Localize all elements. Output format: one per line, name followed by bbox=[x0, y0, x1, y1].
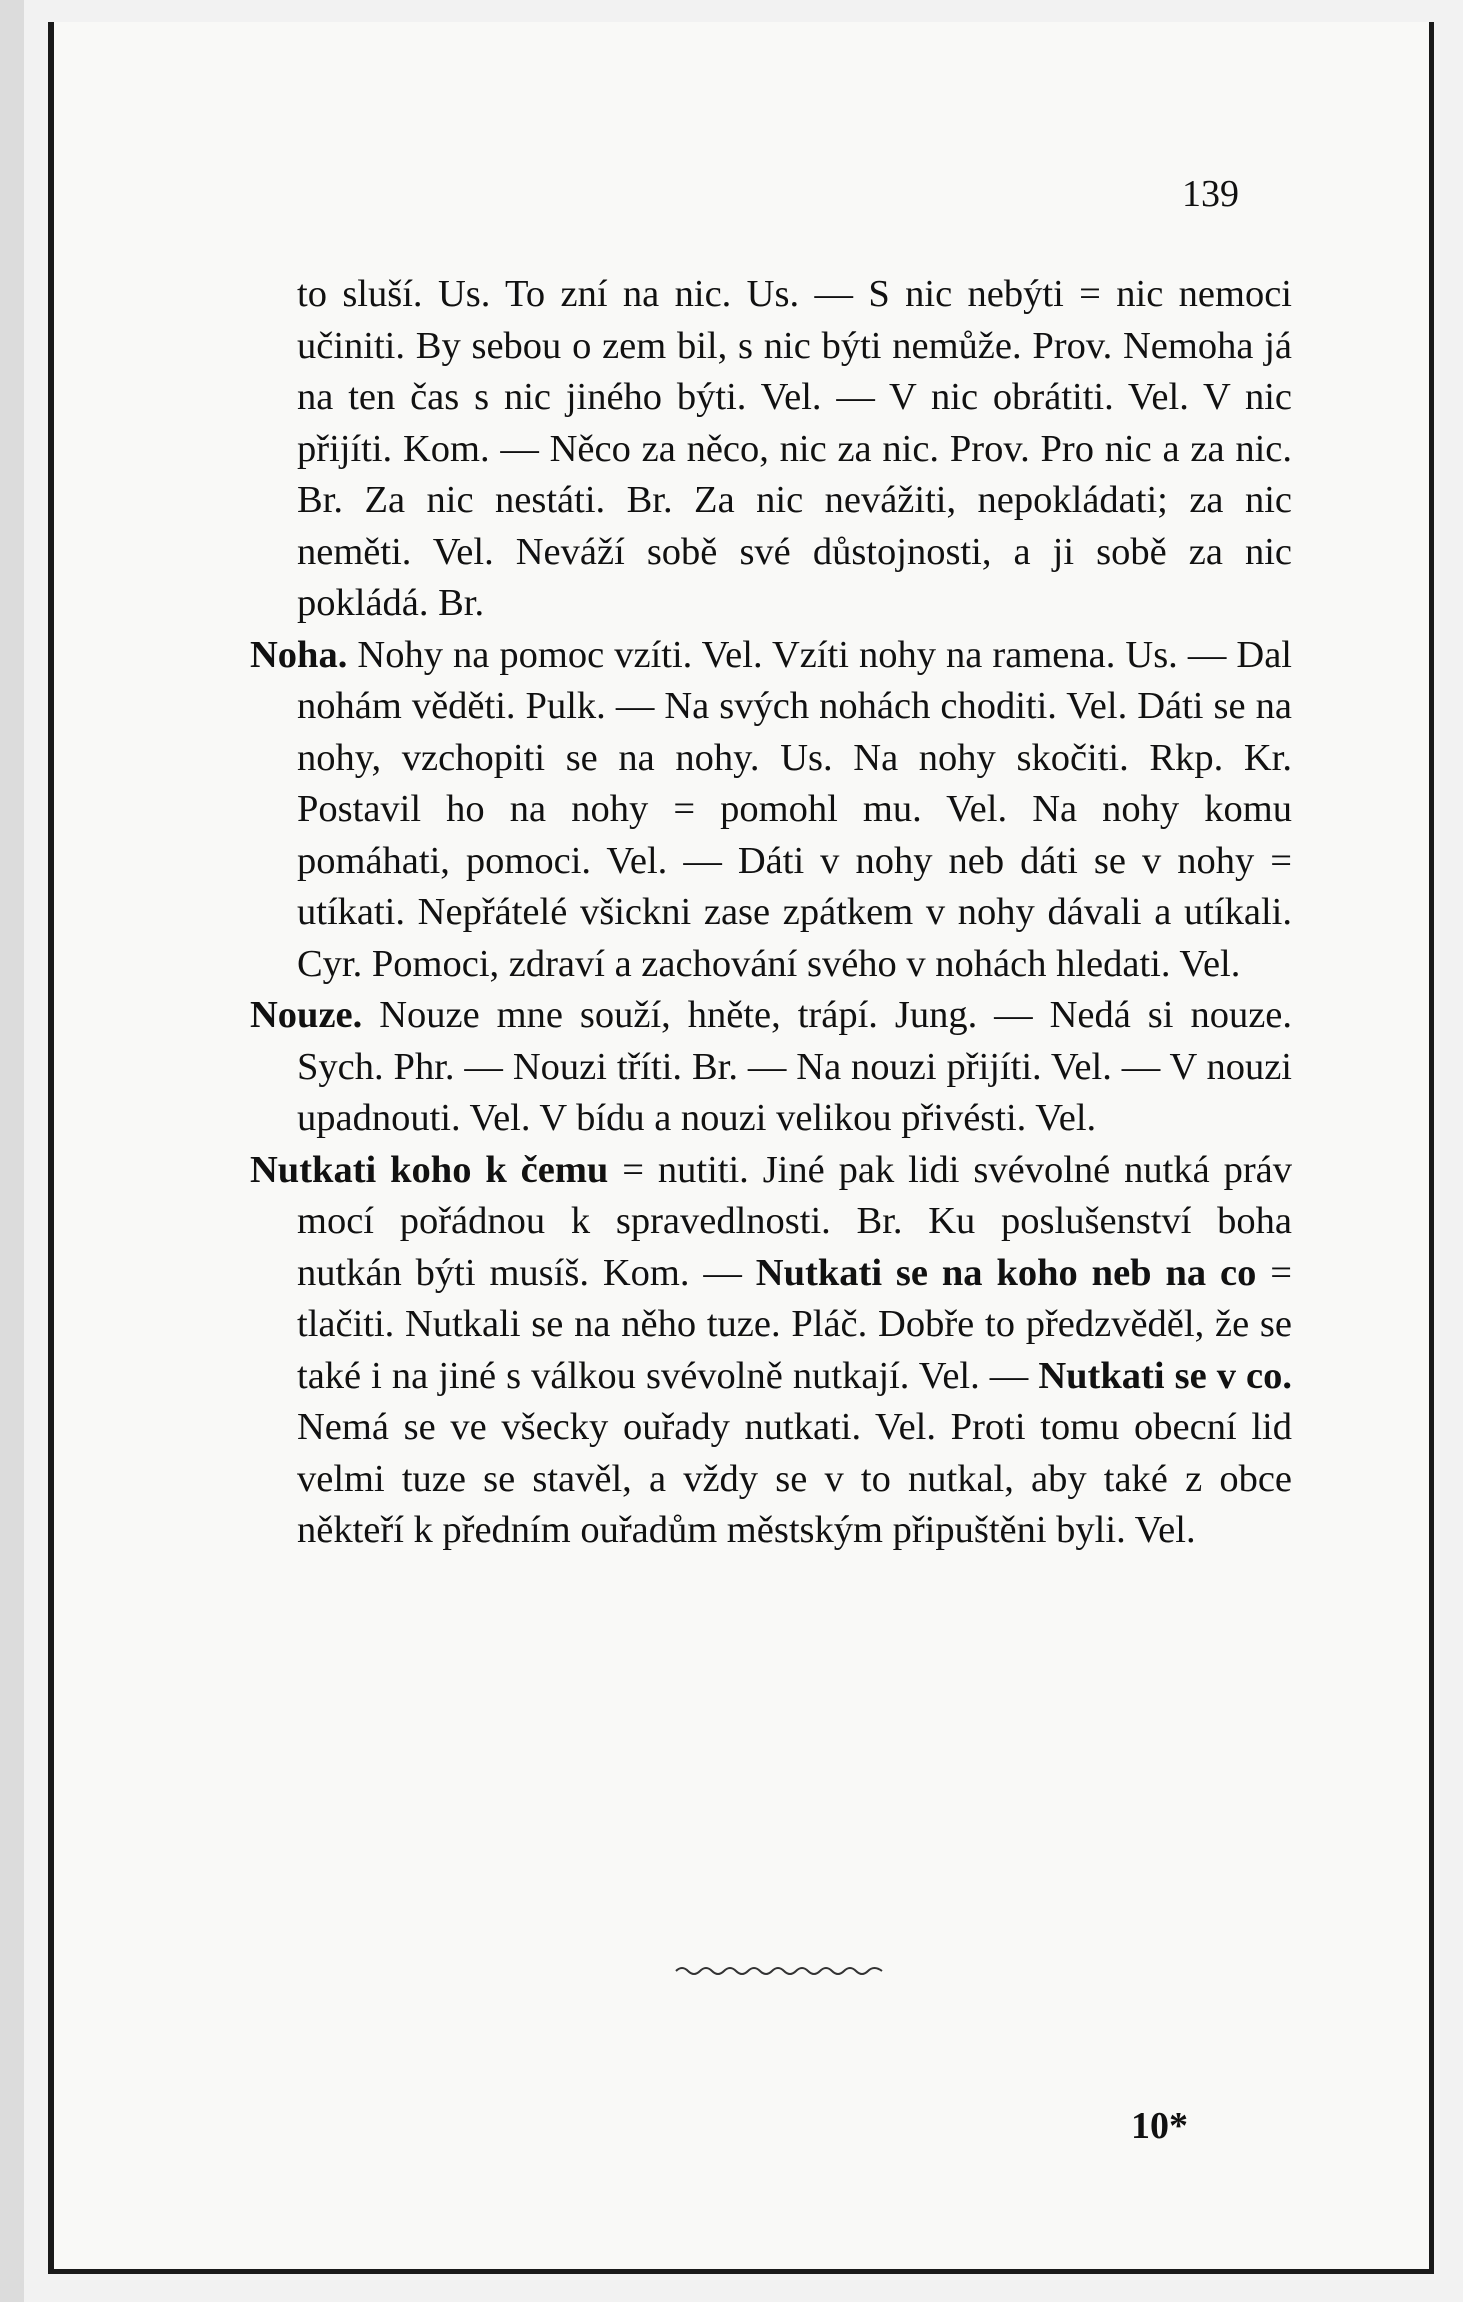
paragraph bbox=[250, 269, 1292, 630]
paragraph bbox=[250, 1145, 1292, 1557]
text-segment: Nohy na pomoc vzíti. Vel. Vzíti nohy na ramena. Us. — Dal nohám věděti. Pulk. — Na svých nohách choditi. Vel. Dáti se na nohy, vzchopiti se na nohy. Us. Na nohy skočiti. Rkp. Kr. Postavil ho na nohy = pomohl mu. Vel. Na nohy komu pomáhati, pomoci. Vel. — Dáti v nohy neb dáti se v nohy = utíkati. Nepřátelé všickni zase zpátkem v nohy dávali a utíkali. Cyr. Pomoci, zdraví a zachování svého v nohách hledati. Vel. bbox=[297, 633, 1292, 985]
headword: Nutkati koho k čemu bbox=[250, 1148, 609, 1191]
headword: Nutkati se na koho neb na co bbox=[755, 1251, 1257, 1294]
book-page bbox=[48, 22, 1434, 2274]
text-segment: = tlačiti. Nutkali se na něho tuze. Pláč. Dobře to předzvěděl, že se také i na jiné s válkou svévolně nutkají. Vel. — bbox=[297, 1251, 1293, 1397]
text-segment: Nouze mne souží, hněte, trápí. Jung. — Nedá si nouze. Sych. Phr. — Nouzi tříti. Br. — Na nouzi přijíti. Vel. — V nouzi upadnouti. Vel. V bídu a nouzi velikou přivésti. Vel. bbox=[297, 994, 1292, 1139]
text-segment: = nutiti. Jiné pak lidi svévolné nutká práv mocí pořádnou k spravedlnosti. Br. Ku poslušenství boha nutkán býti musíš. Kom. — bbox=[297, 1148, 1292, 1294]
page-number: 139 bbox=[1182, 173, 1239, 215]
signature-mark: 10* bbox=[1131, 2105, 1188, 2147]
text-body bbox=[250, 269, 1292, 1557]
headword: Nutkati se v co. bbox=[1038, 1354, 1292, 1397]
headword: Nouze. bbox=[250, 994, 363, 1036]
paragraph bbox=[250, 630, 1292, 991]
ornament-divider bbox=[674, 1962, 884, 1978]
text-segment: Nemá se ve všecky ouřady nutkati. Vel. Proti tomu obecní lid velmi tuze se stavěl, a vždy se v to nutkal, aby také z obce někteří k předním ouřadům městským připuštěni byli. Vel. bbox=[297, 1406, 1292, 1551]
headword: Noha. bbox=[250, 633, 348, 676]
text-segment: to sluší. Us. To zní na nic. Us. — S nic nebýti = nic nemoci učiniti. By sebou o zem bil, s nic býti nemůže. Prov. Nemoha já na ten čas s nic jiného býti. Vel. — V nic obrátiti. Vel. V nic přijíti. Kom. — Něco za něco, nic za nic. Prov. Pro nic a za nic. Br. Za nic nestáti. Br. Za nic nevážiti, nepokládati; za nic neměti. Vel. Neváží sobě své důstojnosti, a ji sobě za nic pokládá. Br. bbox=[297, 273, 1292, 624]
paragraph bbox=[250, 990, 1292, 1145]
scan-margin bbox=[0, 0, 24, 2302]
